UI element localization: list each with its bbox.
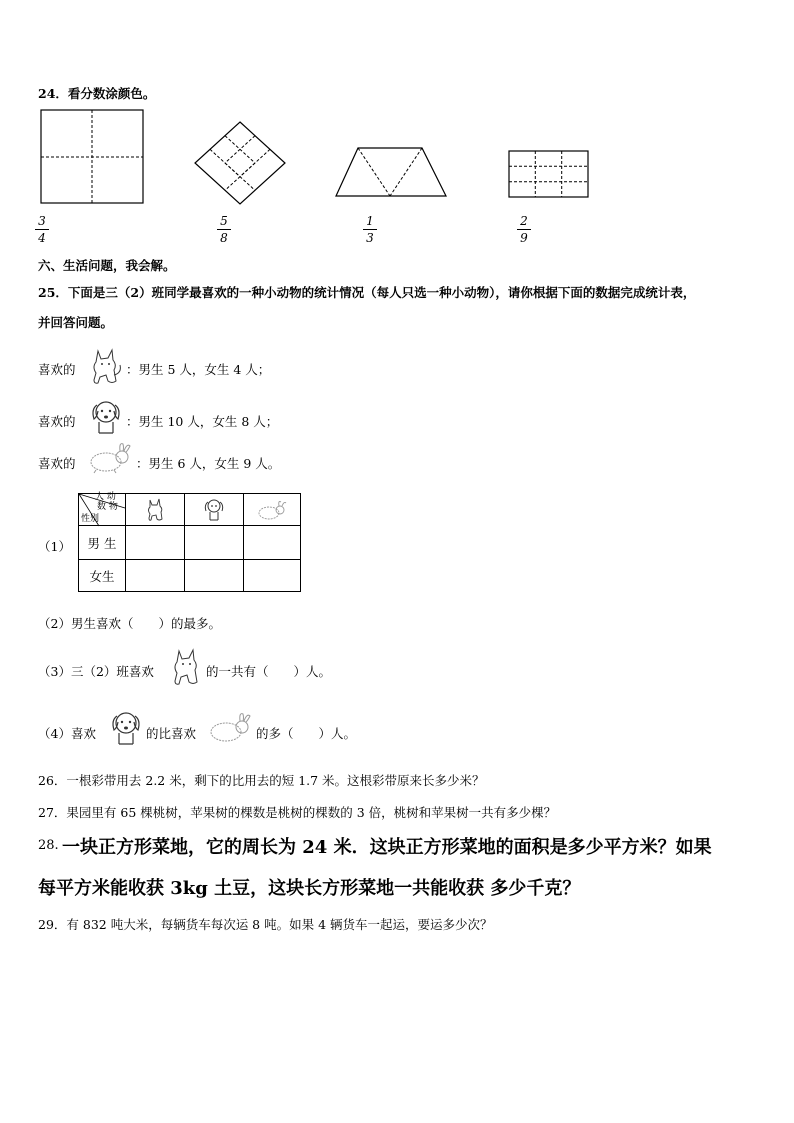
q26-text: 26．一根彩带用去 2.2 米，剩下的比用去的短 1.7 米。这根彩带原来长多少米？: [38, 773, 485, 788]
fraction-2-9: 2 9: [517, 214, 531, 245]
dog-like-count: ：男生 10 人，女生 8 人；: [126, 414, 279, 429]
q25-line2: 并回答问题。: [38, 315, 114, 330]
cat-icon: [86, 345, 126, 387]
cat-like-count: ：男生 5 人，女生 4 人；: [126, 362, 271, 377]
table-header-rabbit: [244, 494, 301, 526]
q25-part-2: （2）男生喜欢（ ）的最多。: [38, 616, 221, 631]
fraction-1-3: 1 3: [363, 214, 377, 245]
dog-icon: [88, 397, 124, 437]
cat-icon: [168, 645, 206, 689]
like-prefix: 喜欢的: [38, 414, 76, 429]
q25-part-4-mid: 的比喜欢: [146, 726, 197, 741]
like-prefix: 喜欢的: [38, 456, 76, 471]
q29-text: 29．有 832 吨大米，每辆货车每次运 8 吨。如果 4 辆货车一起运，要运多少次？: [38, 917, 493, 932]
statistics-table: [78, 493, 301, 592]
table-cell[interactable]: [126, 526, 185, 560]
like-prefix: 喜欢的: [38, 362, 76, 377]
table-cell[interactable]: [185, 526, 244, 560]
rabbit-icon: [256, 500, 288, 522]
q24-title: 24．看分数涂颜色。: [38, 86, 156, 101]
rabbit-like-count: ：男生 6 人，女生 9 人。: [136, 456, 281, 471]
table-header-cat: [126, 494, 185, 526]
rectangle-grid-figure[interactable]: [508, 150, 590, 200]
q28-line1: 一块正方形菜地，它的周长为 24 米．这块正方形菜地的面积是多少平方米？如果: [62, 837, 712, 858]
row-label-boys: 男 生: [79, 526, 126, 560]
q25-part-3-prefix: （3）三（2）班喜欢: [38, 664, 154, 679]
table-cell[interactable]: [126, 560, 185, 592]
square-4-parts-figure[interactable]: [40, 109, 144, 205]
rabbit-icon: [206, 710, 254, 746]
rabbit-icon: [86, 440, 134, 476]
table-cell[interactable]: [244, 560, 301, 592]
fraction-5-8: 5 8: [217, 214, 231, 245]
table-cell[interactable]: [244, 526, 301, 560]
q28-line2: 每平方米能收获 3kg 土豆，这块长方形菜地一共能收获 多少千克？: [38, 878, 581, 899]
q28-number: 28.: [38, 838, 59, 853]
section-6-heading: 六、生活问题，我会解。: [38, 258, 176, 273]
diamond-grid-figure[interactable]: [192, 120, 288, 206]
table-cell[interactable]: [185, 560, 244, 592]
cat-icon: [144, 497, 168, 523]
dog-icon: [108, 708, 144, 748]
trapezoid-3-parts-figure[interactable]: [334, 146, 450, 198]
q25-part-3-suffix: 的一共有（ ）人。: [206, 664, 332, 679]
part-1-label: （1）: [38, 539, 71, 554]
fraction-3-4: 3 4: [35, 214, 49, 245]
table-header-dog: [185, 494, 244, 526]
q25-part-4-suffix: 的多（ ）人。: [256, 726, 357, 741]
table-diagonal-header: 人 动 数 物 性别: [79, 494, 126, 526]
q25-line1: 25．下面是三（2）班同学最喜欢的一种小动物的统计情况（每人只选一种小动物），请你根据下面的数据完成统计表，: [38, 285, 696, 300]
row-label-girls: 女生: [79, 560, 126, 592]
q25-part-4-prefix: （4）喜欢: [38, 726, 96, 741]
q27-text: 27．果园里有 65 棵桃树，苹果树的棵数是桃树的棵数的 3 倍，桃树和苹果树一共有多少棵？: [38, 805, 557, 820]
dog-icon: [203, 497, 225, 523]
